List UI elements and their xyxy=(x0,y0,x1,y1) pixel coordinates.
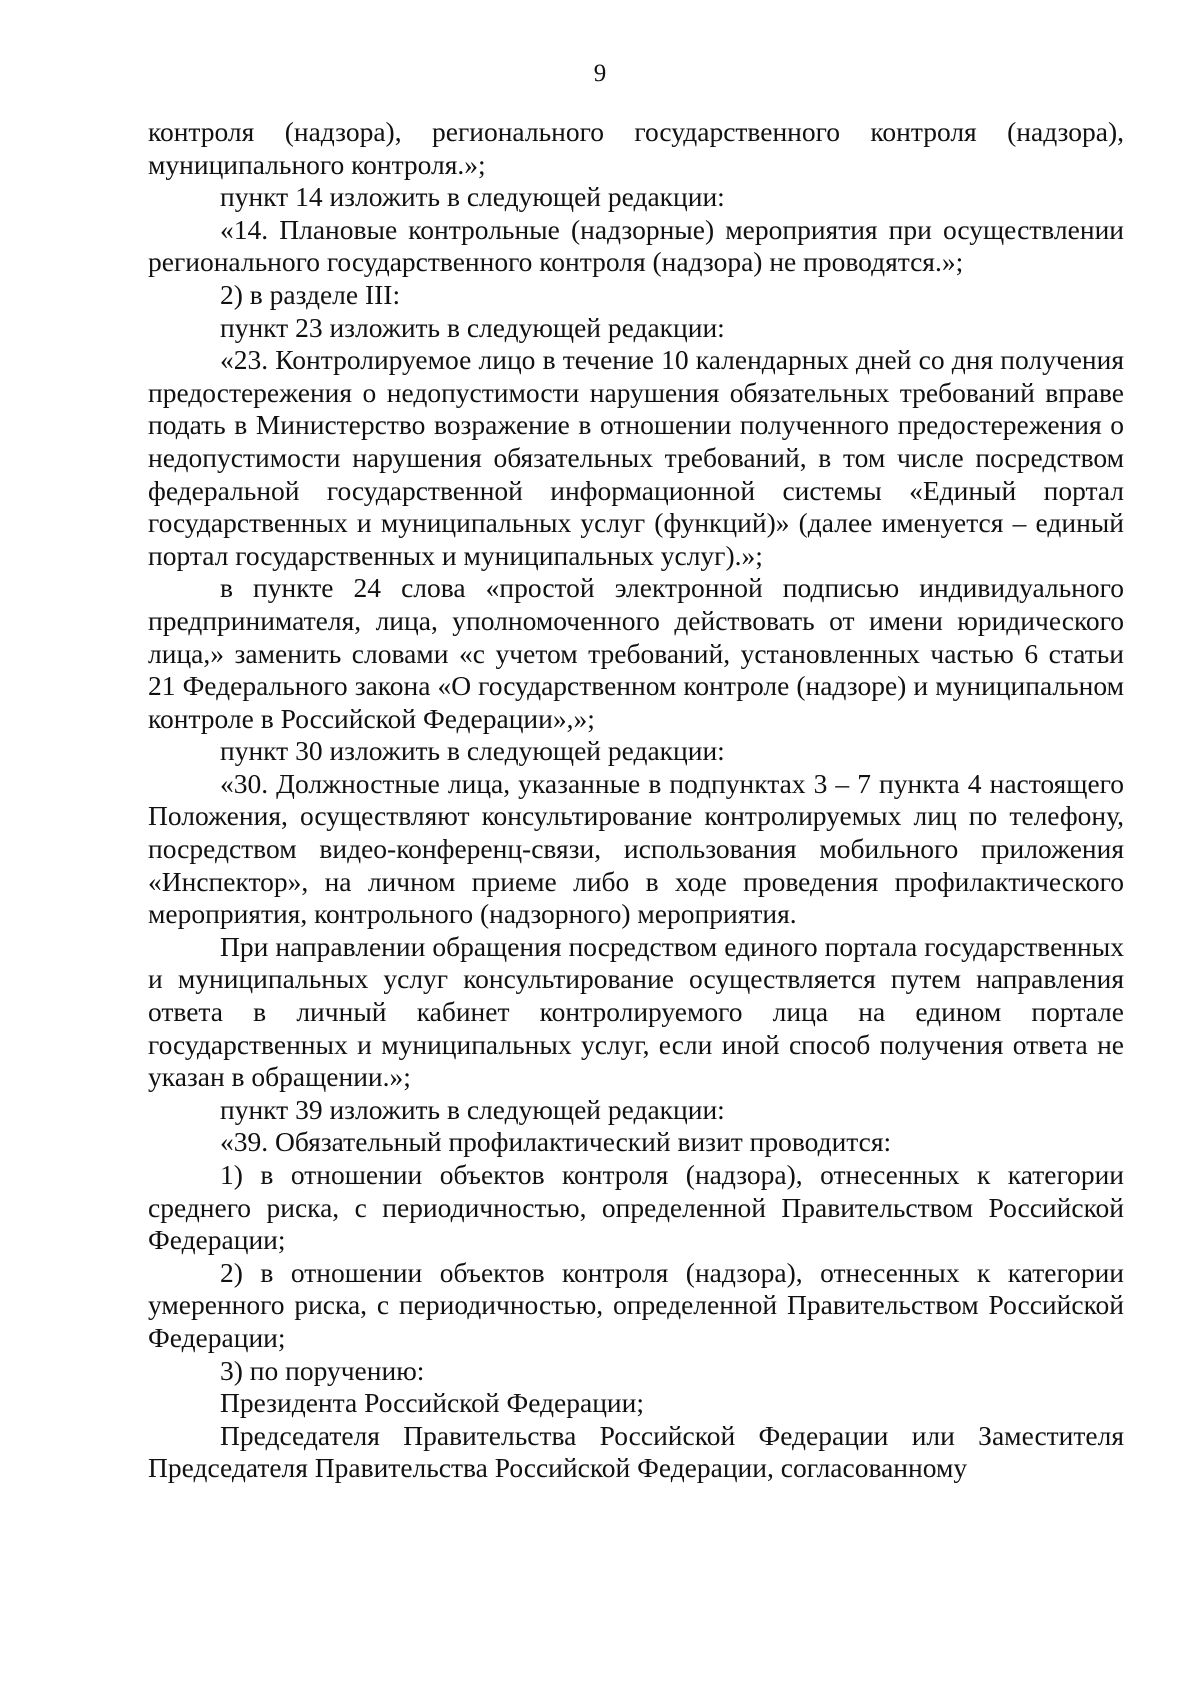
page-number: 9 xyxy=(593,60,607,87)
paragraph: «30. Должностные лица, указанные в подпунктах 3 – 7 пункта 4 настоящего Положения, осуществляют консультирование контролируемых лиц по телефону, посредством видео-конференц-связи, использования мобильного приложения «Инспектор», на личном приеме либо в ходе проведения профилактического мероприятия, контрольного (надзорного) мероприятия. xyxy=(148,767,1124,930)
paragraph: 2) в отношении объектов контроля (надзора), отнесенных к категории умеренного риска, с периодичностью, определенной Правительством Российской Федерации; xyxy=(148,1256,1124,1353)
paragraph: пункт 14 изложить в следующей редакции: xyxy=(220,181,725,213)
paragraph: При направлении обращения посредством единого портала государственных и муниципальных услуг консультирование осуществляется путем направления ответа в личный кабинет контролируемого лица на едином портале государственных и муниципальных услуг, если иной способ получения ответа не указан в обращении.»; xyxy=(148,930,1124,1093)
document-body xyxy=(148,116,1124,1485)
paragraph: 2) в разделе III: xyxy=(220,278,401,310)
paragraph: контроля (надзора), регионального государственного контроля (надзора), муниципального контроля.»; xyxy=(148,116,1124,180)
paragraph: Президента Российской Федерации; xyxy=(220,1387,644,1419)
paragraph: 1) в отношении объектов контроля (надзора), отнесенных к категории среднего риска, с периодичностью, определенной Правительством Российской Федерации; xyxy=(148,1159,1124,1256)
paragraph: пункт 39 изложить в следующей редакции: xyxy=(220,1093,725,1125)
paragraph: в пункте 24 слова «простой электронной подписью индивидуального предпринимателя, лица, уполномоченного действовать от имени юридического лица,» заменить словами «с учетом требований, установленных частью 6 статьи 21 Федерального закона «О государственном контроле (надзоре) и муниципальном контроле в Российской Федерации»,»; xyxy=(148,572,1124,734)
paragraph: 3) по поручению: xyxy=(220,1354,425,1386)
paragraph: «23. Контролируемое лицо в течение 10 календарных дней со дня получения предостережения о недопустимости нарушения обязательных требований вправе подать в Министерство возражение в отношении полученного предостережения о недопустимости нарушения обязательных требований, в том числе посредством федеральной государственной информационной системы «Единый портал государственных и муниципальных услуг (функций)» (далее именуется – единый портал государственных и муниципальных услуг).»; xyxy=(148,344,1124,571)
paragraph: пункт 30 изложить в следующей редакции: xyxy=(220,735,725,767)
paragraph: Председателя Правительства Российской Федерации или Заместителя Председателя Правительства Российской Федерации, согласованному xyxy=(148,1419,1124,1484)
paragraph: «39. Обязательный профилактический визит проводится: xyxy=(220,1126,892,1158)
paragraph: «14. Плановые контрольные (надзорные) мероприятия при осуществлении регионального государственного контроля (надзора) не проводятся.»; xyxy=(148,213,1124,278)
paragraph: пункт 23 изложить в следующей редакции: xyxy=(220,311,725,343)
